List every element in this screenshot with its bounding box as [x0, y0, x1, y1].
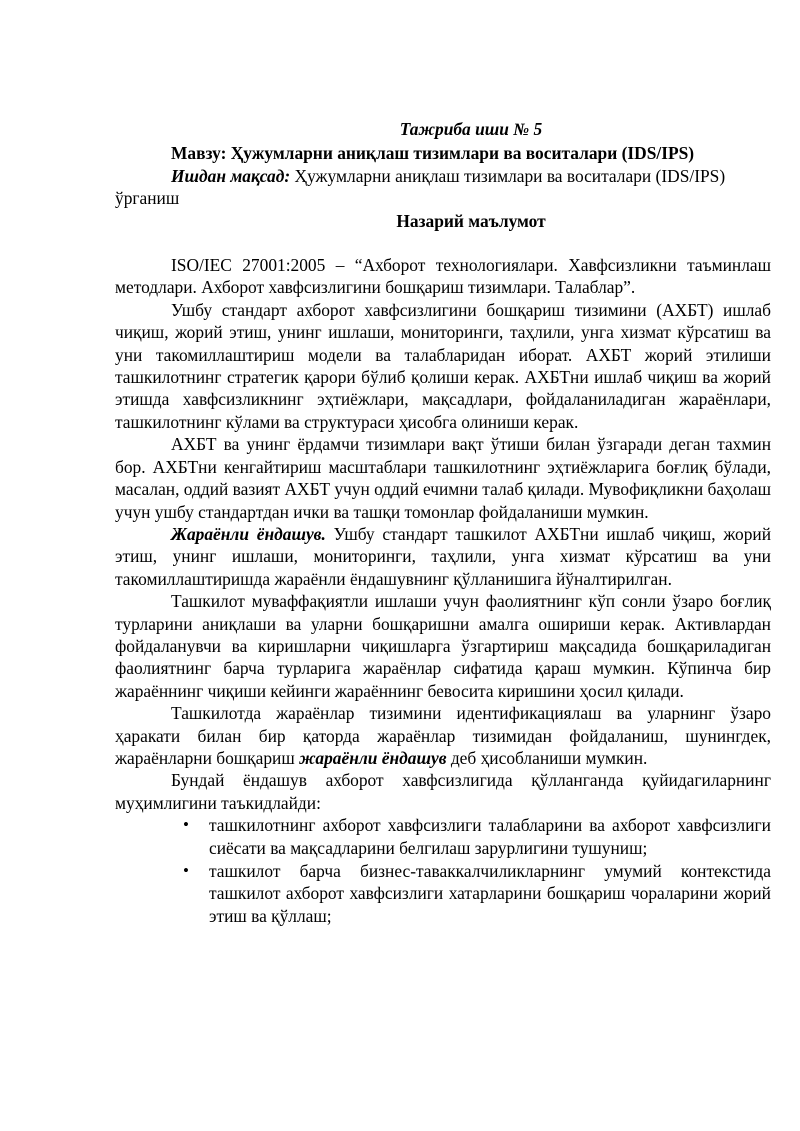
paragraph-organization-processes: Ташкилот муваффақиятли ишлаши учун фаолиятнинг кўп сонли ўзаро боғлиқ турларини аниқлаши ва уларни бошқаришни амалга ошириши керак. Активлардан фойдаланувчи ва киришларни чиқишларга ўзгартириш мақсадида бошқариладиган фаолиятнинг барча турларига жараёнлар сифатида қараш мумкин. Кўпинча бир жараённинг чиқиши кейинги жараённинг бевосита киришини ҳосил қилади.: [115, 591, 771, 701]
bullet-icon: •: [183, 861, 189, 880]
process-approach-term: жараёнли ёндашув: [299, 747, 447, 768]
list-item: [183, 814, 771, 859]
process-identification-text-b: деб ҳисобланиши мумкин.: [446, 747, 648, 768]
topic-line: [115, 142, 771, 164]
list-item-text: ташкилотнинг ахборот хавфсизлиги талабларини ва ахборот хавфсизлиги сиёсати ва мақсадларини белгилаш зарурлигини тушуниш;: [209, 815, 771, 858]
topic-label: Мавзу:: [171, 143, 227, 164]
topic-text: Ҳужумларни аниқлаш тизимлари ва воситалари (IDS/IPS): [226, 143, 695, 164]
list-item-text: ташкилот барча бизнес-таваккалчиликларнинг умумий контекстида ташкилот ахборот хавфсизлиги хатарларини бошқариш чораларини жорий этиш ва қўллаш;: [209, 861, 771, 926]
paragraph-process-approach: [115, 523, 771, 590]
paragraph-iso-standard: ISO/IEC 27001:2005 – “Ахборот технологиялари. Хавфсизликни таъминлаш методлари. Ахборот хавфсизлигини бошқариш тизимлари. Талаблар”.: [115, 255, 771, 298]
goal-label: Ишдан мақсад:: [171, 165, 291, 186]
bullet-icon: •: [183, 815, 189, 835]
document-title: Тажриба иши № 5: [399, 119, 543, 139]
process-identification-text-a: Ташкилотда жараёнлар тизимини идентификациялаш ва уларнинг ўзаро ҳаракати билан бир қаторда жараёнлар тизимидан фойдаланиш, шунингдек, жараёнларни бошқариш: [115, 703, 771, 768]
process-approach-heading: Жараёнли ёндашув.: [171, 523, 326, 544]
paragraph-system-changes: АХБТ ва унинг ёрдамчи тизимлари вақт ўтиши билан ўзгаради деган тахмин бор. АХБТни кенгайтириш масштаблари ташкилотнинг эҳтиёжларига боғлиқ бўлади, масалан, оддий вазият АХБТ учун оддий ечимни талаб қилади. Мувофиқликни баҳолаш учун ушбу стандартдан ички ва ташқи томонлар фойдаланиши мумкин.: [115, 434, 772, 522]
list-item: [183, 860, 771, 927]
section-title: Назарий маълумот: [396, 210, 546, 231]
process-approach-text: Ушбу стандарт ташкилот АХБТни ишлаб чиқиш, жорий этиш, унинг ишлаши, мониторинги, таҳлили, унга хизмат кўрсатиш ва уни такомиллаштиришда жараёнли ёндашувнинг қўлланишига йўналтирилган.: [115, 523, 771, 589]
bullet-list: [115, 814, 771, 927]
paragraph-process-identification: [115, 702, 771, 769]
paragraph-standard-scope: Ушбу стандарт ахборот хавфсизлигини бошқариш тизимини (АХБТ) ишлаб чиқиш, жорий этиш, унинг ишлаши, мониторинги, таҳлили, унга хизмат кўрсатиш ва уни такомиллаштириш модели ва талабларидан иборат. АХБТ жорий этилиши ташкилотнинг стратегик қарори бўлиб қолиши керак. АХБТни ишлаб чиқиш ва жорий этишда хавфсизликнинг эҳтиёжлари, мақсадлари, фойдаланиладиган жараёнлари, ташкилотнинг кўлами ва структураси ҳисобга олиниши керак.: [115, 299, 771, 432]
goal-line: [115, 165, 771, 210]
document-page: [115, 118, 771, 927]
paragraph-approach-importance: Бундай ёндашув ахборот хавфсизлигида қўлланганда қуйидагиларнинг муҳимлигини таъкидлайди:: [115, 770, 771, 813]
goal-text: Ҳужумларни аниқлаш тизимлари ва воситалари (IDS/IPS) ўрганиш: [115, 165, 726, 209]
